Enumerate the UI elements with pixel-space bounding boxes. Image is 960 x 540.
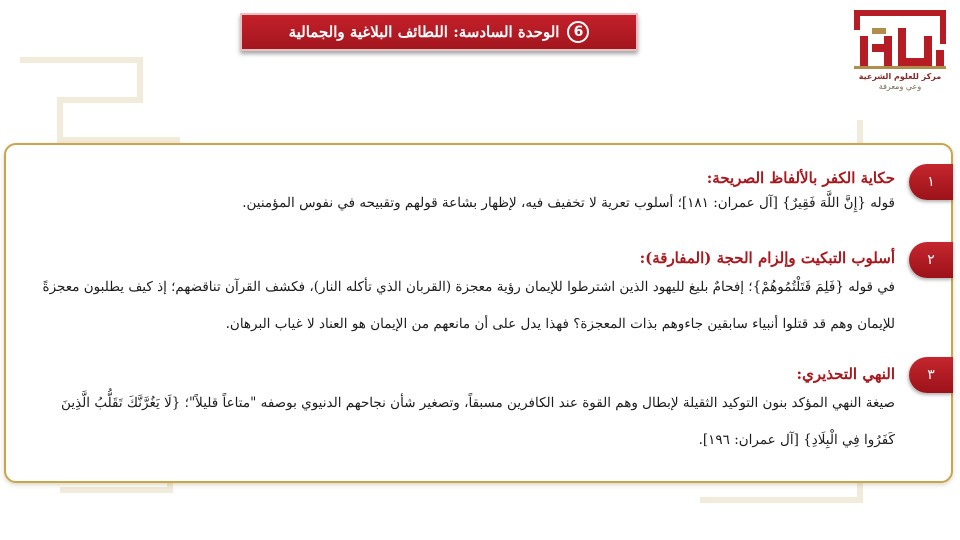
unit-title: الوحدة السادسة: اللطائف البلاغية والجمالية [288, 23, 560, 41]
content-panel [4, 143, 953, 483]
unit-number-badge: 6 [567, 21, 589, 43]
section-2-text: في قوله {فَلِمَ قَتَلْتُمُوهُمْ}؛ إفحامٌ بليغ لليهود الذين اشترطوا للإيمان رؤية معجزة (القربان الذي تأكله النار)، فكشف القرآن تناقضهم؛ إذ كيف يطلبون معجزةً للإيمان وهم قد قتلوا أنبياء سابقين جاءوهم بذات المعجزة؟ فهذا يدل على أن مانعهم من الإيمان هو العناد لا غياب البرهان. [42, 279, 895, 332]
section-1-text: قوله {إِنَّ اللَّهَ فَقِيرٌ} [آل عمران: ١٨١]؛ أسلوب تعرية لا تخفيف فيه، لإظهار بشاعة قولهم وتقبيحه في نفوس المؤمنين. [242, 195, 895, 211]
unit-title-banner [240, 13, 638, 51]
section-1-title: حكاية الكفر بالألفاظ الصريحة: [706, 169, 895, 187]
logo-line-2: وعي ومعرفة [878, 82, 922, 91]
section-2-title: أسلوب التبكيت وإلزام الحجة (المفارقة): [639, 249, 895, 267]
section-2 [30, 247, 895, 343]
logo-line-1: مركز للعلوم الشرعية [858, 72, 942, 81]
section-2-number-badge: ٢ [909, 242, 953, 278]
section-1-number-badge: ١ [909, 164, 953, 200]
section-3-text: صيغة النهي المؤكد بنون التوكيد الثقيلة لإبطال وهم القوة عند الكافرين مسبقاً، وتصغير شأن نجاحهم الدنيوي بوصفه "متاعاً قليلاً"؛ {لَا يَغُرَّنَّكَ تَقَلُّبُ الَّذِينَ كَفَرُوا فِي الْبِلَادِ} [آل عمران: ١٩٦]. [61, 395, 895, 448]
section-3-title: النهي التحذيري: [796, 365, 895, 383]
section-1 [30, 167, 895, 217]
logo-caption [852, 72, 948, 92]
section-3-number-badge: ٣ [909, 357, 953, 393]
section-3 [30, 363, 895, 459]
